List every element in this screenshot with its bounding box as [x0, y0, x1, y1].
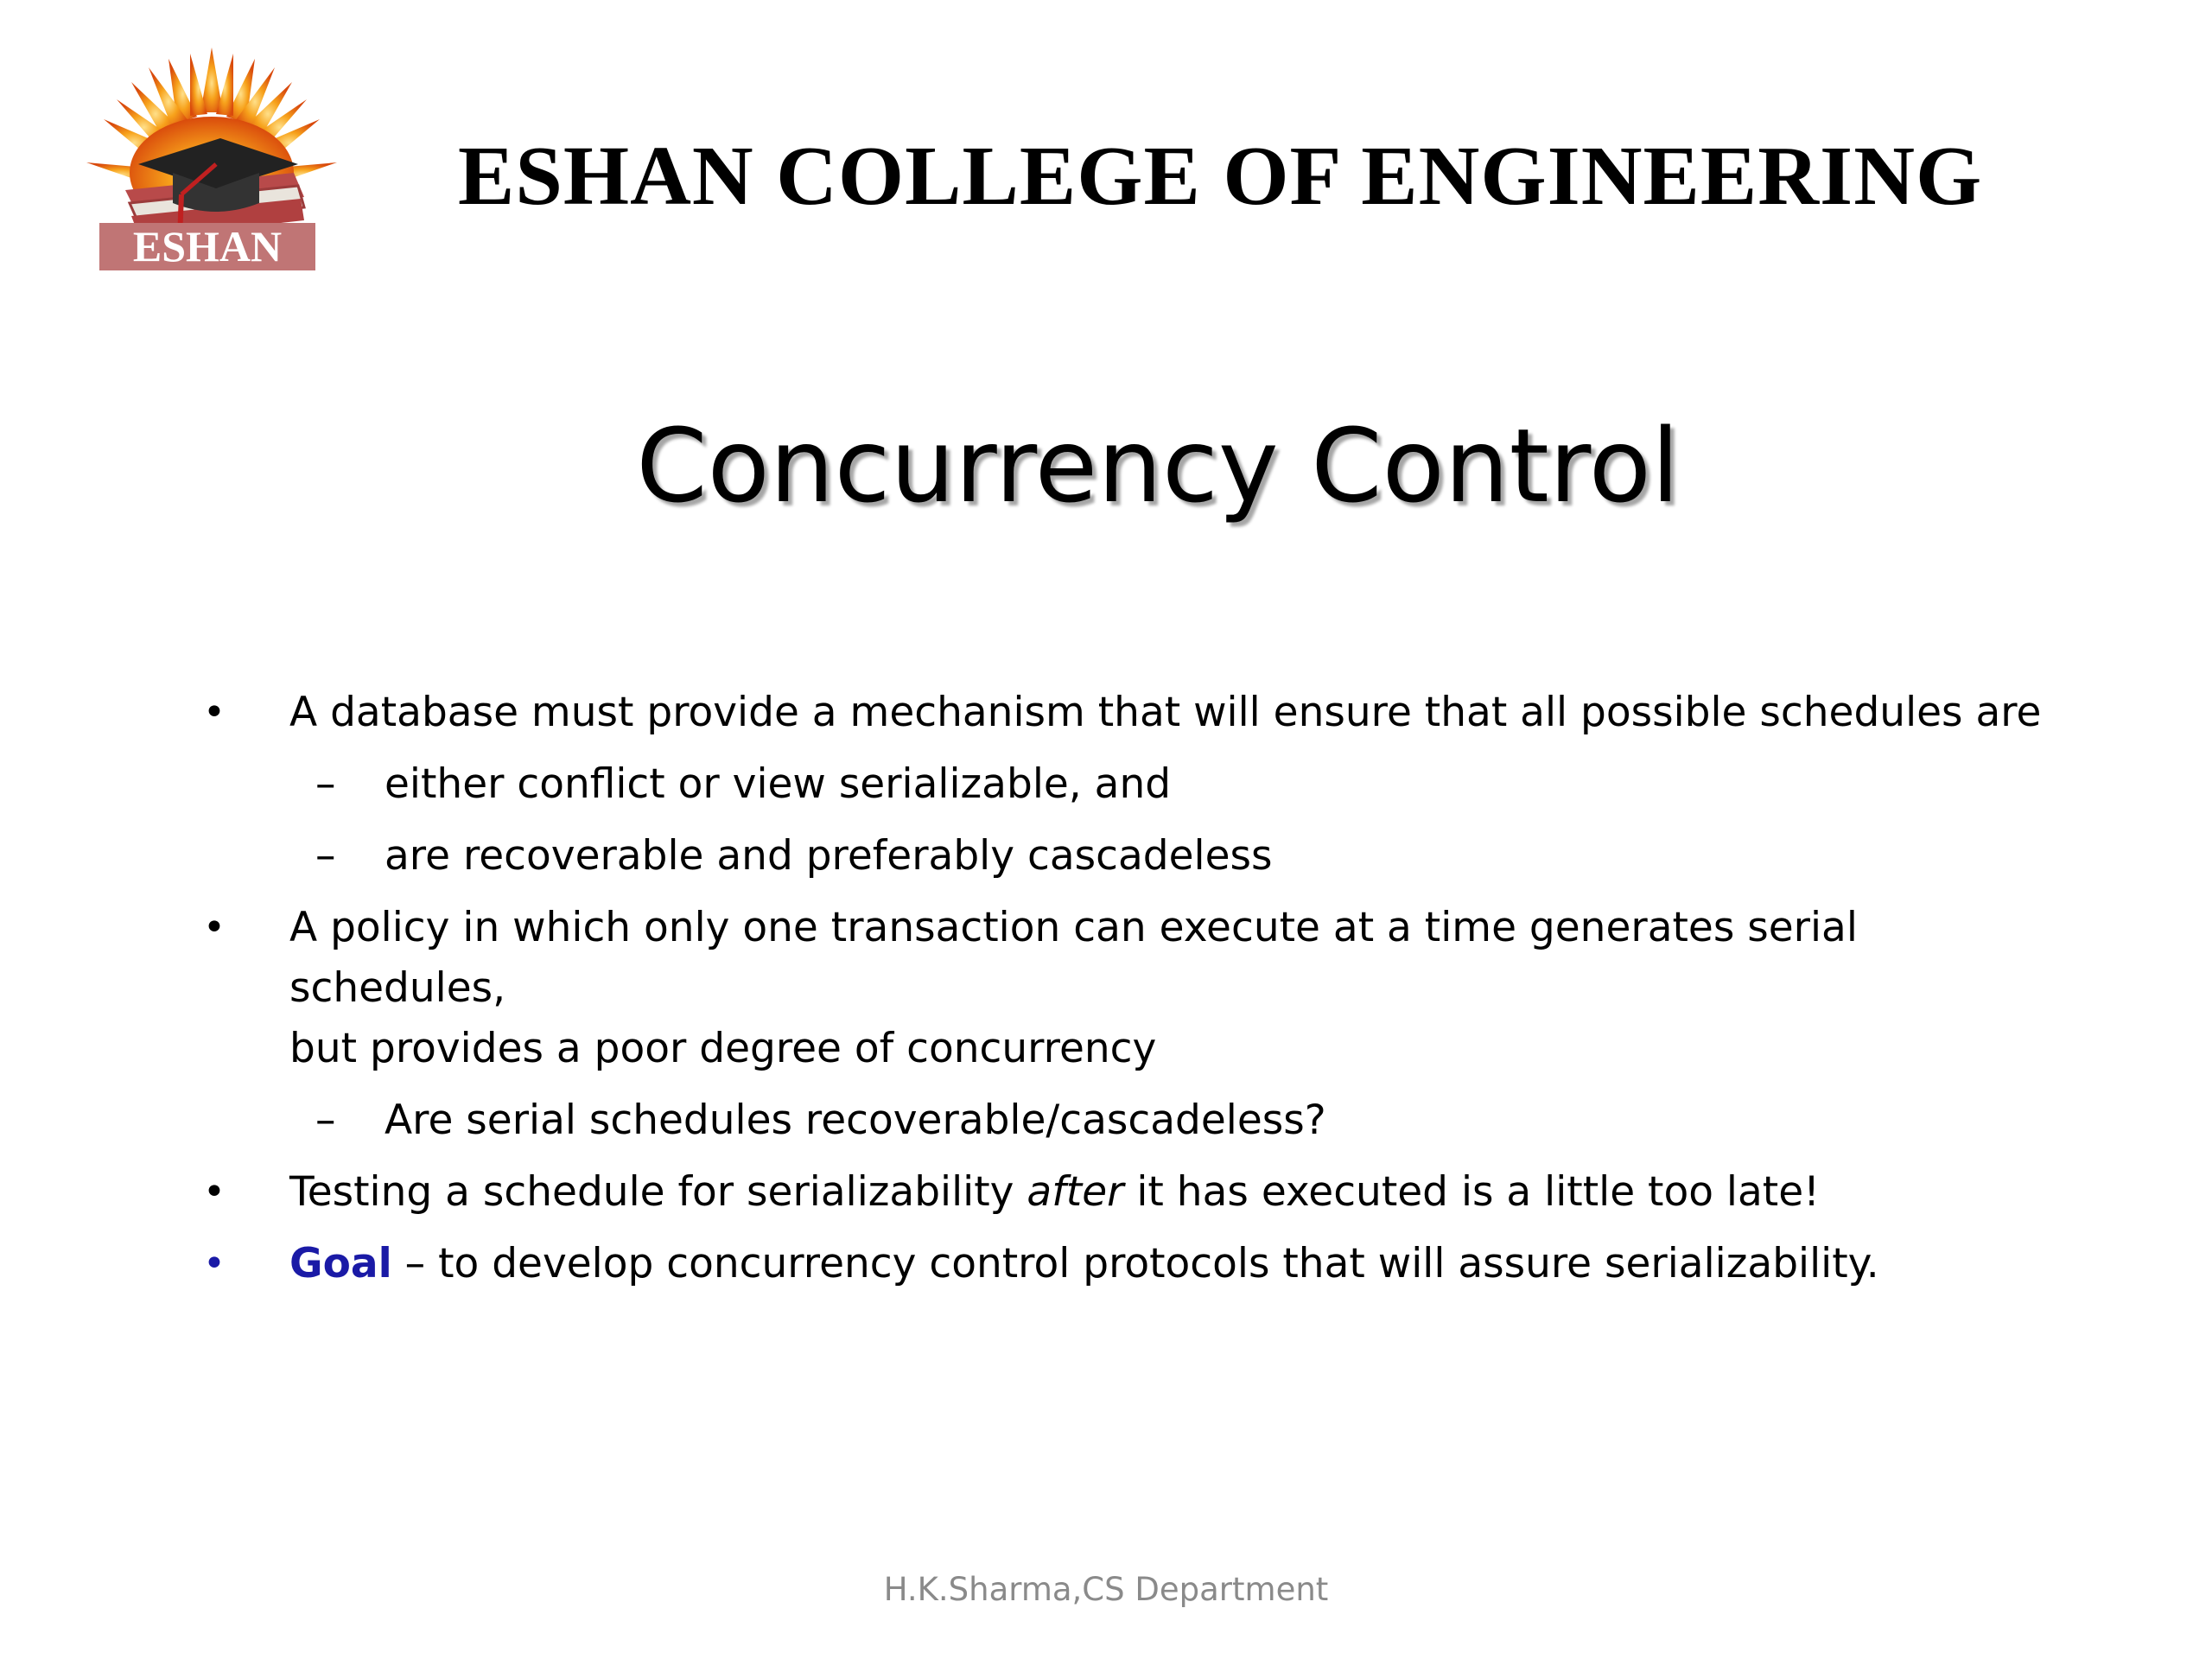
bullet-marker: •: [203, 690, 226, 734]
goal-keyword: Goal: [289, 1240, 392, 1287]
sub-bullet-marker: –: [315, 760, 336, 808]
sub-bullet-item: [194, 1090, 2078, 1151]
bullet-emphasis: after: [1027, 1168, 1124, 1216]
sub-bullet-item: [194, 754, 2078, 815]
slide-content: [194, 683, 2078, 1306]
bullet-item: [194, 898, 2078, 1079]
bullet-text: A database must provide a mechanism that will ensure that all possible schedules are: [289, 689, 2042, 736]
sub-bullet-item: [194, 826, 2078, 887]
college-name: ESHAN COLLEGE OF ENGINEERING: [458, 130, 1983, 223]
bullet-marker: •: [203, 1170, 226, 1214]
bullet-text-before: Testing a schedule for serializability: [289, 1168, 1027, 1216]
bullet-text-after: it has executed is a little too late!: [1123, 1168, 1820, 1216]
sub-bullet-marker: –: [315, 832, 336, 880]
sub-bullet-text: Are serial schedules recoverable/cascadeless?: [385, 1096, 1326, 1144]
slide-title: Concurrency Control: [636, 406, 1680, 525]
bullet-item: [194, 683, 2078, 743]
bullet-text-line-2: but provides a poor degree of concurrency: [289, 1025, 1157, 1072]
bullet-text-line-1: A policy in which only one transaction can execute at a time generates serial schedules,: [289, 904, 1858, 1012]
footer-text: H.K.Sharma,CS Department: [883, 1571, 1329, 1608]
bullet-marker: •: [203, 1242, 226, 1286]
bullet-item: [194, 1162, 2078, 1223]
bullet-item-goal: [194, 1234, 2078, 1294]
goal-text: – to develop concurrency control protocols that will assure serializability.: [391, 1240, 1879, 1287]
sub-bullet-marker: –: [315, 1096, 336, 1144]
logo-text: ESHAN: [132, 222, 283, 270]
sub-bullet-text: are recoverable and preferably cascadeless: [385, 832, 1273, 880]
bullet-marker: •: [203, 906, 226, 950]
sub-bullet-text: either conflict or view serializable, and: [385, 760, 1172, 808]
eshan-logo: [78, 43, 346, 276]
